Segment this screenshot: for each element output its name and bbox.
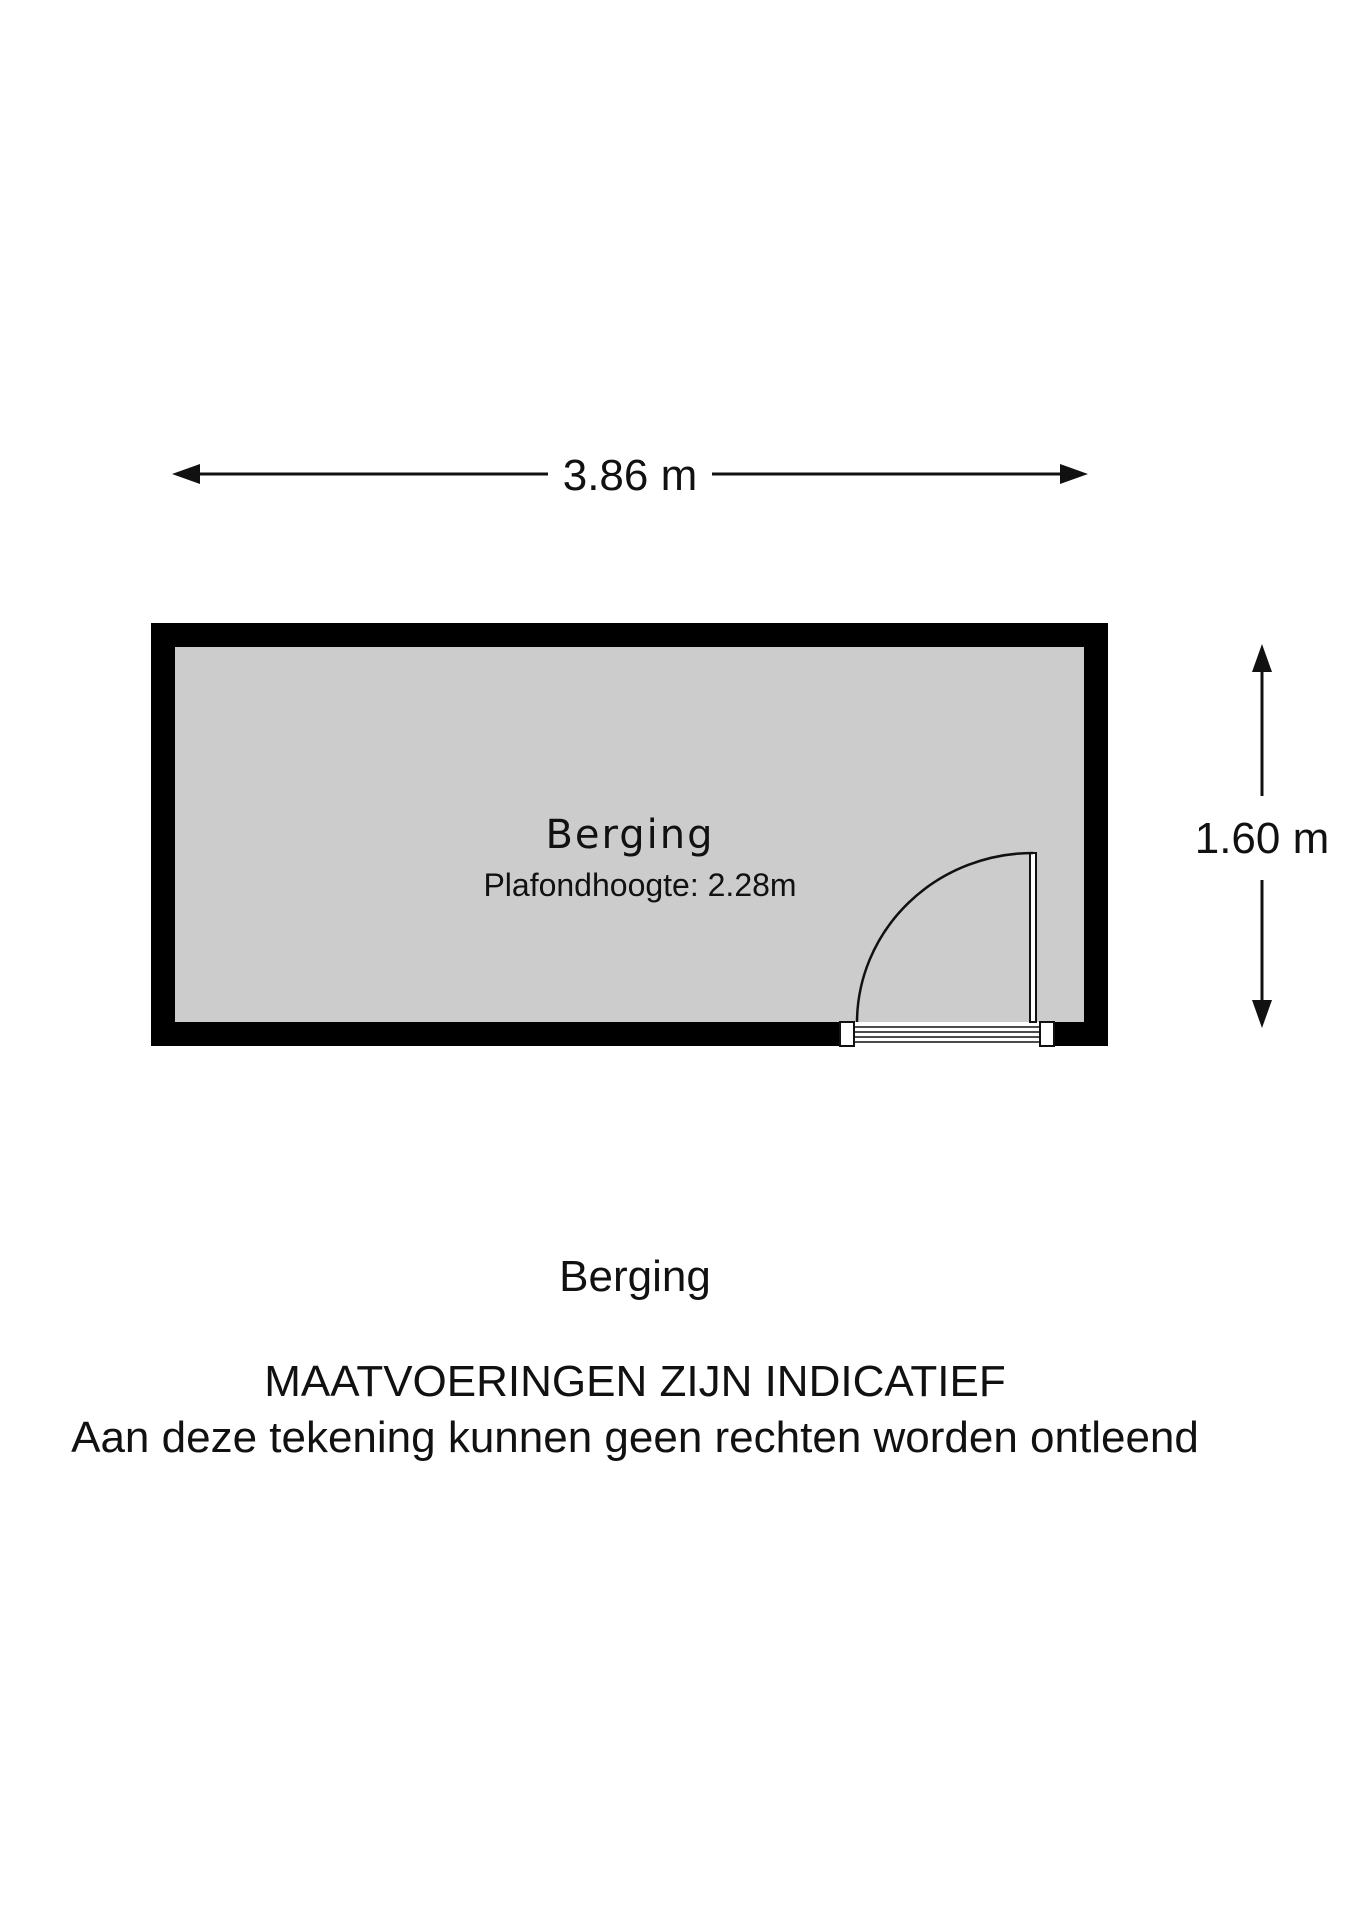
room-name: Berging xyxy=(545,812,715,858)
door-leaf xyxy=(1030,853,1036,1022)
disclaimer-heading: MAATVOERINGEN ZIJN INDICATIEF xyxy=(264,1357,1006,1406)
disclaimer-text: Aan deze tekening kunnen geen rechten worden ontleend xyxy=(71,1413,1199,1462)
plan-title: Berging xyxy=(559,1252,711,1301)
height-dimension-label: 1.60 m xyxy=(1194,814,1330,863)
room-ceiling-height: Plafondhoogte: 2.28m xyxy=(483,867,797,903)
width-dimension-label: 3.86 m xyxy=(562,451,698,500)
width-dimension xyxy=(172,451,1088,500)
door-jamb-right xyxy=(1040,1022,1054,1046)
room-berging xyxy=(151,623,1108,1046)
height-dimension xyxy=(1195,644,1330,1028)
arrow-left-icon xyxy=(172,464,200,484)
door-jamb-left xyxy=(840,1022,854,1046)
arrow-down-icon xyxy=(1252,1000,1272,1028)
arrow-right-icon xyxy=(1060,464,1088,484)
arrow-up-icon xyxy=(1252,644,1272,672)
